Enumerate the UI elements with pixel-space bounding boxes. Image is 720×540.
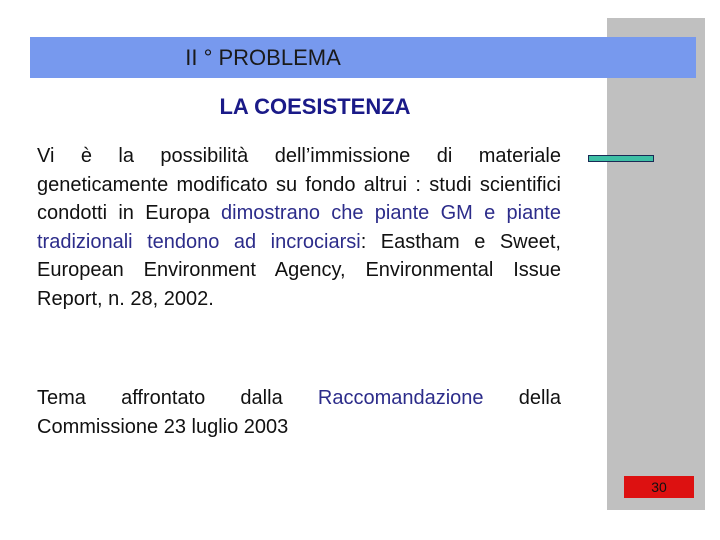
paragraph-1-text-b: : Eastham e Sweet, European Environment Agency, Environmental Issue Report, n. 28, 2002. (37, 230, 561, 310)
paragraph-2-highlight: Raccomandazione (317, 387, 484, 409)
slide-subtitle: LA COESISTENZA (219, 94, 411, 119)
accent-line (588, 155, 654, 162)
paragraph-1 (37, 142, 561, 314)
paragraph-2-text-b: della Commissione 23 luglio 2003 (37, 387, 561, 438)
paragraph-2 (37, 384, 561, 441)
paragraph-1-highlight: dimostrano che piante GM e piante tradizionali tendono ad incrociarsi (37, 202, 561, 253)
side-gray-bar (607, 18, 705, 510)
slide-title: II ° PROBLEMA (185, 45, 341, 70)
page-number: 30 (624, 476, 694, 498)
paragraph-2-text-a: Tema affrontato dalla (37, 387, 318, 409)
paragraph-1-text-a: Vi è la possibilità dell’immissione di materiale geneticamente modificato su fondo altrui : studi scientifici condotti in Europa (37, 145, 561, 225)
